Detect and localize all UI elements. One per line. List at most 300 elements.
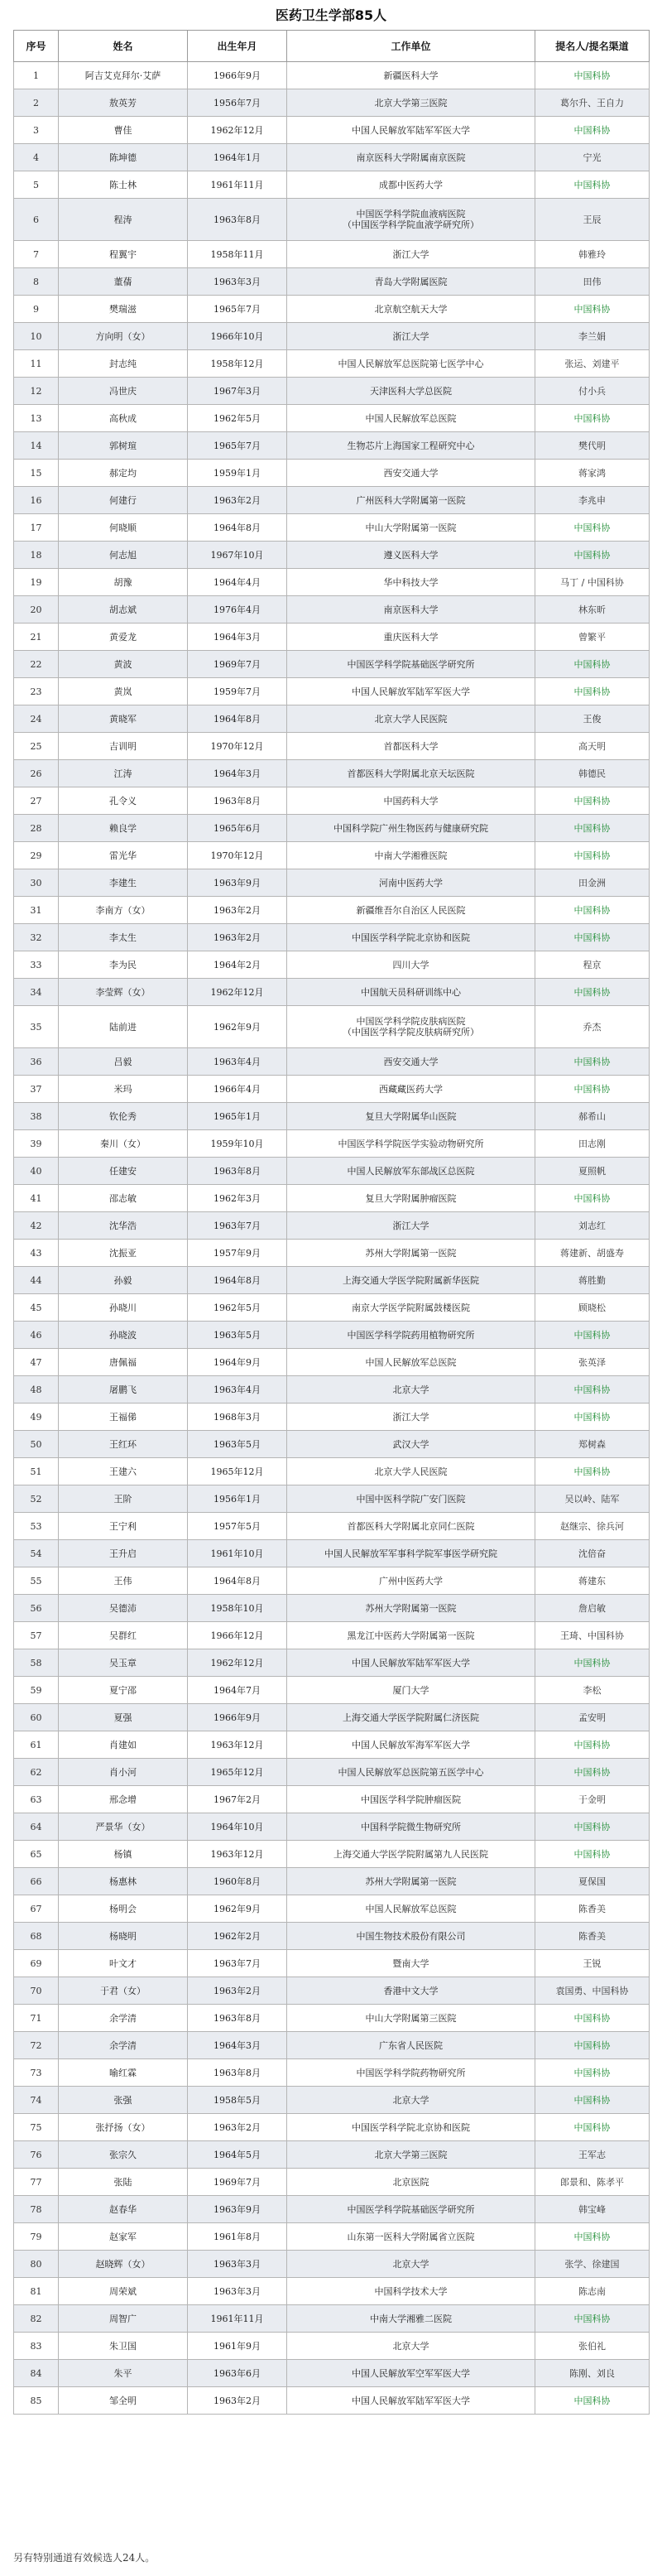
cell-seq: 12 bbox=[14, 378, 59, 405]
table-row bbox=[14, 89, 650, 117]
cell-name: 赵春华 bbox=[59, 2196, 188, 2223]
table-row bbox=[14, 542, 650, 569]
cell-nominator: 中国科协 bbox=[535, 1076, 650, 1103]
cell-name: 邹全明 bbox=[59, 2387, 188, 2415]
cell-birth: 1963年9月 bbox=[188, 2196, 287, 2223]
cell-seq: 53 bbox=[14, 1513, 59, 1540]
candidate-table bbox=[13, 30, 650, 2415]
cell-nominator: 中国科协 bbox=[535, 787, 650, 815]
table-row bbox=[14, 596, 650, 624]
cell-birth: 1961年9月 bbox=[188, 2333, 287, 2360]
table-row bbox=[14, 2141, 650, 2169]
cell-seq: 64 bbox=[14, 1813, 59, 1841]
cell-nominator: 夏照帆 bbox=[535, 1158, 650, 1185]
cell-affiliation: 中南大学湘雅二医院 bbox=[287, 2305, 535, 2333]
header-row bbox=[14, 31, 650, 62]
cell-birth: 1956年1月 bbox=[188, 1485, 287, 1513]
table-row bbox=[14, 1786, 650, 1813]
cell-name: 王伟 bbox=[59, 1567, 188, 1595]
cell-affiliation: 中国医学科学院血液病医院 （中国医学科学院血液学研究所） bbox=[287, 199, 535, 241]
table-row bbox=[14, 1704, 650, 1731]
cell-name: 杨晓明 bbox=[59, 1923, 188, 1950]
cell-nominator: 中国科协 bbox=[535, 405, 650, 432]
cell-affiliation: 广州中医药大学 bbox=[287, 1567, 535, 1595]
cell-affiliation: 重庆医科大学 bbox=[287, 624, 535, 651]
cell-nominator: 中国科协 bbox=[535, 2305, 650, 2333]
cell-affiliation: 河南中医药大学 bbox=[287, 869, 535, 897]
table-row bbox=[14, 2114, 650, 2141]
cell-birth: 1967年2月 bbox=[188, 1786, 287, 1813]
cell-nominator: 中国科协 bbox=[535, 1813, 650, 1841]
cell-seq: 71 bbox=[14, 2005, 59, 2032]
cell-affiliation: 北京大学 bbox=[287, 2333, 535, 2360]
table-row bbox=[14, 268, 650, 296]
cell-name: 朱平 bbox=[59, 2360, 188, 2387]
cell-affiliation: 中国人民解放军空军军医大学 bbox=[287, 2360, 535, 2387]
cell-name: 米玛 bbox=[59, 1076, 188, 1103]
cell-birth: 1963年7月 bbox=[188, 1212, 287, 1240]
cell-seq: 15 bbox=[14, 460, 59, 487]
cell-birth: 1964年9月 bbox=[188, 1349, 287, 1376]
cell-affiliation: 北京大学 bbox=[287, 2087, 535, 2114]
cell-nominator: 曾繁平 bbox=[535, 624, 650, 651]
cell-name: 吴德沛 bbox=[59, 1595, 188, 1622]
cell-name: 程涛 bbox=[59, 199, 188, 241]
cell-birth: 1963年6月 bbox=[188, 2360, 287, 2387]
cell-name: 郝定均 bbox=[59, 460, 188, 487]
cell-birth: 1957年5月 bbox=[188, 1513, 287, 1540]
cell-seq: 69 bbox=[14, 1950, 59, 1977]
cell-nominator: 马丁 / 中国科协 bbox=[535, 569, 650, 596]
table-row bbox=[14, 1240, 650, 1267]
cell-seq: 14 bbox=[14, 432, 59, 460]
cell-nominator: 中国科协 bbox=[535, 924, 650, 951]
cell-birth: 1964年1月 bbox=[188, 144, 287, 171]
cell-affiliation: 中国人民解放军海军军医大学 bbox=[287, 1731, 535, 1759]
table-row bbox=[14, 1895, 650, 1923]
table-row bbox=[14, 951, 650, 979]
cell-affiliation: 青岛大学附属医院 bbox=[287, 268, 535, 296]
cell-birth: 1963年9月 bbox=[188, 869, 287, 897]
cell-nominator: 中国科协 bbox=[535, 1185, 650, 1212]
table-row bbox=[14, 460, 650, 487]
cell-nominator: 陈香美 bbox=[535, 1923, 650, 1950]
cell-name: 孙晓波 bbox=[59, 1322, 188, 1349]
cell-seq: 81 bbox=[14, 2278, 59, 2305]
cell-birth: 1967年3月 bbox=[188, 378, 287, 405]
cell-nominator: 中国科协 bbox=[535, 542, 650, 569]
table-row bbox=[14, 1349, 650, 1376]
table-row bbox=[14, 1595, 650, 1622]
table-row bbox=[14, 487, 650, 514]
cell-birth: 1963年8月 bbox=[188, 2059, 287, 2087]
cell-seq: 13 bbox=[14, 405, 59, 432]
cell-nominator: 王辰 bbox=[535, 199, 650, 241]
cell-seq: 51 bbox=[14, 1458, 59, 1485]
table-row bbox=[14, 1540, 650, 1567]
cell-affiliation: 中山大学附属第三医院 bbox=[287, 2005, 535, 2032]
cell-seq: 67 bbox=[14, 1895, 59, 1923]
cell-seq: 55 bbox=[14, 1567, 59, 1595]
cell-seq: 1 bbox=[14, 62, 59, 89]
cell-nominator: 王锐 bbox=[535, 1950, 650, 1977]
table-row bbox=[14, 869, 650, 897]
cell-name: 敖英芳 bbox=[59, 89, 188, 117]
table-row bbox=[14, 1294, 650, 1322]
table-row bbox=[14, 1731, 650, 1759]
cell-name: 杨镇 bbox=[59, 1841, 188, 1868]
cell-name: 任建安 bbox=[59, 1158, 188, 1185]
cell-name: 沈振亚 bbox=[59, 1240, 188, 1267]
cell-nominator: 中国科协 bbox=[535, 678, 650, 705]
cell-name: 樊瑞滋 bbox=[59, 296, 188, 323]
cell-birth: 1964年5月 bbox=[188, 2141, 287, 2169]
cell-affiliation: 中国人民解放军陆军军医大学 bbox=[287, 117, 535, 144]
cell-name: 何晓顺 bbox=[59, 514, 188, 542]
table-row bbox=[14, 1567, 650, 1595]
cell-name: 张强 bbox=[59, 2087, 188, 2114]
cell-name: 胡豫 bbox=[59, 569, 188, 596]
table-row bbox=[14, 117, 650, 144]
cell-name: 王红环 bbox=[59, 1431, 188, 1458]
cell-affiliation: 中国医学科学院药用植物研究所 bbox=[287, 1322, 535, 1349]
cell-birth: 1961年11月 bbox=[188, 2305, 287, 2333]
cell-affiliation: 上海交通大学医学院附属新华医院 bbox=[287, 1267, 535, 1294]
cell-seq: 16 bbox=[14, 487, 59, 514]
cell-nominator: 沈倍奋 bbox=[535, 1540, 650, 1567]
table-row bbox=[14, 2059, 650, 2087]
cell-birth: 1970年12月 bbox=[188, 842, 287, 869]
cell-nominator: 中国科协 bbox=[535, 1048, 650, 1076]
cell-affiliation: 中国医学科学院皮肤病医院 （中国医学科学院皮肤病研究所） bbox=[287, 1006, 535, 1048]
table-row bbox=[14, 1103, 650, 1130]
cell-name: 张宗久 bbox=[59, 2141, 188, 2169]
cell-name: 肖小河 bbox=[59, 1759, 188, 1786]
cell-name: 赖良学 bbox=[59, 815, 188, 842]
cell-name: 杨明会 bbox=[59, 1895, 188, 1923]
cell-affiliation: 上海交通大学医学院附属第九人民医院 bbox=[287, 1841, 535, 1868]
cell-affiliation: 中国医学科学院基础医学研究所 bbox=[287, 651, 535, 678]
table-row bbox=[14, 569, 650, 596]
table-row bbox=[14, 624, 650, 651]
table-row bbox=[14, 1212, 650, 1240]
cell-nominator: 中国科协 bbox=[535, 842, 650, 869]
cell-affiliation: 暨南大学 bbox=[287, 1950, 535, 1977]
table-row bbox=[14, 1622, 650, 1649]
cell-nominator: 夏保国 bbox=[535, 1868, 650, 1895]
cell-seq: 80 bbox=[14, 2251, 59, 2278]
cell-nominator: 蒋建东 bbox=[535, 1567, 650, 1595]
cell-birth: 1963年5月 bbox=[188, 1431, 287, 1458]
cell-affiliation: 天津医科大学总医院 bbox=[287, 378, 535, 405]
cell-seq: 65 bbox=[14, 1841, 59, 1868]
table-row bbox=[14, 350, 650, 378]
cell-seq: 30 bbox=[14, 869, 59, 897]
table-row bbox=[14, 2305, 650, 2333]
cell-affiliation: 华中科技大学 bbox=[287, 569, 535, 596]
cell-seq: 49 bbox=[14, 1404, 59, 1431]
cell-birth: 1965年12月 bbox=[188, 1458, 287, 1485]
table-row bbox=[14, 842, 650, 869]
cell-affiliation: 北京大学 bbox=[287, 1376, 535, 1404]
cell-seq: 66 bbox=[14, 1868, 59, 1895]
cell-nominator: 刘志红 bbox=[535, 1212, 650, 1240]
cell-name: 吴玉章 bbox=[59, 1649, 188, 1677]
table-row bbox=[14, 678, 650, 705]
cell-affiliation: 南京医科大学附属南京医院 bbox=[287, 144, 535, 171]
cell-birth: 1963年2月 bbox=[188, 1977, 287, 2005]
cell-affiliation: 中国人民解放军总医院 bbox=[287, 1349, 535, 1376]
cell-seq: 38 bbox=[14, 1103, 59, 1130]
cell-name: 吕毅 bbox=[59, 1048, 188, 1076]
cell-birth: 1963年2月 bbox=[188, 2387, 287, 2415]
cell-nominator: 中国科协 bbox=[535, 1649, 650, 1677]
table-row bbox=[14, 2223, 650, 2251]
cell-name: 黄波 bbox=[59, 651, 188, 678]
cell-name: 孔令义 bbox=[59, 787, 188, 815]
cell-seq: 73 bbox=[14, 2059, 59, 2087]
cell-affiliation: 北京大学 bbox=[287, 2251, 535, 2278]
cell-seq: 35 bbox=[14, 1006, 59, 1048]
cell-birth: 1965年6月 bbox=[188, 815, 287, 842]
cell-nominator: 中国科协 bbox=[535, 979, 650, 1006]
cell-birth: 1962年2月 bbox=[188, 1923, 287, 1950]
cell-seq: 47 bbox=[14, 1349, 59, 1376]
cell-name: 沈华浩 bbox=[59, 1212, 188, 1240]
cell-nominator: 中国科协 bbox=[535, 117, 650, 144]
cell-name: 江涛 bbox=[59, 760, 188, 787]
cell-name: 钦伦秀 bbox=[59, 1103, 188, 1130]
cell-nominator: 中国科协 bbox=[535, 514, 650, 542]
cell-name: 李建生 bbox=[59, 869, 188, 897]
table-body bbox=[14, 62, 650, 2415]
cell-affiliation: 北京大学人民医院 bbox=[287, 1458, 535, 1485]
cell-birth: 1968年3月 bbox=[188, 1404, 287, 1431]
cell-nominator: 赵继宗、徐兵河 bbox=[535, 1513, 650, 1540]
cell-birth: 1965年12月 bbox=[188, 1759, 287, 1786]
cell-nominator: 王俊 bbox=[535, 705, 650, 733]
cell-affiliation: 中国人民解放军军事科学院军事医学研究院 bbox=[287, 1540, 535, 1567]
cell-name: 杨惠林 bbox=[59, 1868, 188, 1895]
cell-seq: 56 bbox=[14, 1595, 59, 1622]
cell-nominator: 陈刚、刘良 bbox=[535, 2360, 650, 2387]
cell-affiliation: 北京大学第三医院 bbox=[287, 2141, 535, 2169]
table-row bbox=[14, 2251, 650, 2278]
table-row bbox=[14, 787, 650, 815]
cell-affiliation: 中国人民解放军总医院 bbox=[287, 1895, 535, 1923]
cell-name: 周荣斌 bbox=[59, 2278, 188, 2305]
cell-seq: 63 bbox=[14, 1786, 59, 1813]
cell-affiliation: 北京大学第三医院 bbox=[287, 89, 535, 117]
cell-nominator: 中国科协 bbox=[535, 2059, 650, 2087]
cell-nominator: 韩宝峰 bbox=[535, 2196, 650, 2223]
cell-birth: 1964年10月 bbox=[188, 1813, 287, 1841]
cell-nominator: 中国科协 bbox=[535, 2005, 650, 2032]
cell-seq: 29 bbox=[14, 842, 59, 869]
cell-seq: 23 bbox=[14, 678, 59, 705]
cell-birth: 1960年8月 bbox=[188, 1868, 287, 1895]
cell-affiliation: 南京大学医学院附属鼓楼医院 bbox=[287, 1294, 535, 1322]
cell-seq: 52 bbox=[14, 1485, 59, 1513]
cell-nominator: 程京 bbox=[535, 951, 650, 979]
cell-nominator: 中国科协 bbox=[535, 1841, 650, 1868]
cell-name: 李莹辉（女） bbox=[59, 979, 188, 1006]
cell-birth: 1962年12月 bbox=[188, 979, 287, 1006]
cell-seq: 85 bbox=[14, 2387, 59, 2415]
cell-name: 吴群红 bbox=[59, 1622, 188, 1649]
cell-affiliation: 武汉大学 bbox=[287, 1431, 535, 1458]
cell-name: 冯世庆 bbox=[59, 378, 188, 405]
cell-birth: 1965年7月 bbox=[188, 432, 287, 460]
cell-name: 李太生 bbox=[59, 924, 188, 951]
cell-affiliation: 中国人民解放军陆军军医大学 bbox=[287, 2387, 535, 2415]
table-row bbox=[14, 1649, 650, 1677]
table-row bbox=[14, 1158, 650, 1185]
table-row bbox=[14, 1977, 650, 2005]
cell-nominator: 林东昕 bbox=[535, 596, 650, 624]
cell-affiliation: 厦门大学 bbox=[287, 1677, 535, 1704]
cell-name: 张抒扬（女） bbox=[59, 2114, 188, 2141]
cell-seq: 25 bbox=[14, 733, 59, 760]
cell-affiliation: 成都中医药大学 bbox=[287, 171, 535, 199]
cell-name: 叶文才 bbox=[59, 1950, 188, 1977]
cell-nominator: 郑树森 bbox=[535, 1431, 650, 1458]
cell-birth: 1963年8月 bbox=[188, 1158, 287, 1185]
table-row bbox=[14, 1404, 650, 1431]
cell-seq: 72 bbox=[14, 2032, 59, 2059]
cell-affiliation: 新疆维吾尔自治区人民医院 bbox=[287, 897, 535, 924]
cell-affiliation: 复旦大学附属华山医院 bbox=[287, 1103, 535, 1130]
cell-nominator: 李兰娟 bbox=[535, 323, 650, 350]
cell-nominator: 郝希山 bbox=[535, 1103, 650, 1130]
cell-affiliation: 中国航天员科研训练中心 bbox=[287, 979, 535, 1006]
cell-seq: 60 bbox=[14, 1704, 59, 1731]
cell-name: 黄爱龙 bbox=[59, 624, 188, 651]
cell-name: 陆前进 bbox=[59, 1006, 188, 1048]
cell-birth: 1969年7月 bbox=[188, 651, 287, 678]
cell-affiliation: 南京医科大学 bbox=[287, 596, 535, 624]
cell-name: 夏强 bbox=[59, 1704, 188, 1731]
cell-name: 封志纯 bbox=[59, 350, 188, 378]
cell-birth: 1956年7月 bbox=[188, 89, 287, 117]
table-row bbox=[14, 979, 650, 1006]
cell-name: 何志旭 bbox=[59, 542, 188, 569]
cell-seq: 43 bbox=[14, 1240, 59, 1267]
cell-affiliation: 遵义医科大学 bbox=[287, 542, 535, 569]
cell-affiliation: 香港中文大学 bbox=[287, 1977, 535, 2005]
cell-affiliation: 中国医学科学院药物研究所 bbox=[287, 2059, 535, 2087]
cell-name: 何建行 bbox=[59, 487, 188, 514]
cell-birth: 1962年5月 bbox=[188, 405, 287, 432]
cell-affiliation: 山东第一医科大学附属省立医院 bbox=[287, 2223, 535, 2251]
cell-birth: 1966年9月 bbox=[188, 1704, 287, 1731]
cell-nominator: 中国科协 bbox=[535, 2387, 650, 2415]
cell-nominator: 中国科协 bbox=[535, 1376, 650, 1404]
cell-birth: 1966年4月 bbox=[188, 1076, 287, 1103]
table-row bbox=[14, 199, 650, 241]
cell-nominator: 田金洲 bbox=[535, 869, 650, 897]
cell-seq: 27 bbox=[14, 787, 59, 815]
cell-nominator: 中国科协 bbox=[535, 2114, 650, 2141]
table-row bbox=[14, 2032, 650, 2059]
cell-affiliation: 首都医科大学附属北京同仁医院 bbox=[287, 1513, 535, 1540]
cell-birth: 1963年3月 bbox=[188, 268, 287, 296]
cell-nominator: 于金明 bbox=[535, 1786, 650, 1813]
cell-nominator: 中国科协 bbox=[535, 1458, 650, 1485]
cell-name: 黄岚 bbox=[59, 678, 188, 705]
cell-affiliation: 中南大学湘雅医院 bbox=[287, 842, 535, 869]
cell-seq: 24 bbox=[14, 705, 59, 733]
cell-nominator: 中国科协 bbox=[535, 1322, 650, 1349]
cell-nominator: 付小兵 bbox=[535, 378, 650, 405]
table-row bbox=[14, 1376, 650, 1404]
table-row bbox=[14, 62, 650, 89]
cell-birth: 1966年9月 bbox=[188, 62, 287, 89]
cell-seq: 19 bbox=[14, 569, 59, 596]
cell-affiliation: 新疆医科大学 bbox=[287, 62, 535, 89]
cell-affiliation: 中国科学院微生物研究所 bbox=[287, 1813, 535, 1841]
cell-seq: 31 bbox=[14, 897, 59, 924]
cell-affiliation: 中国人民解放军陆军军医大学 bbox=[287, 1649, 535, 1677]
cell-birth: 1963年12月 bbox=[188, 1841, 287, 1868]
cell-seq: 76 bbox=[14, 2141, 59, 2169]
cell-name: 屠鹏飞 bbox=[59, 1376, 188, 1404]
cell-seq: 42 bbox=[14, 1212, 59, 1240]
cell-nominator: 王琦、中国科协 bbox=[535, 1622, 650, 1649]
cell-name: 董蒨 bbox=[59, 268, 188, 296]
table-row bbox=[14, 705, 650, 733]
cell-nominator: 顾晓松 bbox=[535, 1294, 650, 1322]
cell-nominator: 张运、刘建平 bbox=[535, 350, 650, 378]
table-row bbox=[14, 1076, 650, 1103]
cell-affiliation: 西安交通大学 bbox=[287, 1048, 535, 1076]
cell-name: 陈士林 bbox=[59, 171, 188, 199]
cell-seq: 75 bbox=[14, 2114, 59, 2141]
cell-nominator: 蒋建新、胡盛寿 bbox=[535, 1240, 650, 1267]
cell-affiliation: 中国医学科学院北京协和医院 bbox=[287, 2114, 535, 2141]
cell-affiliation: 中国医学科学院基础医学研究所 bbox=[287, 2196, 535, 2223]
table-row bbox=[14, 1322, 650, 1349]
cell-name: 周智广 bbox=[59, 2305, 188, 2333]
cell-birth: 1963年7月 bbox=[188, 1950, 287, 1977]
cell-name: 高秋成 bbox=[59, 405, 188, 432]
cell-birth: 1963年8月 bbox=[188, 199, 287, 241]
cell-birth: 1964年8月 bbox=[188, 1567, 287, 1595]
cell-name: 郭树瑄 bbox=[59, 432, 188, 460]
cell-seq: 68 bbox=[14, 1923, 59, 1950]
cell-seq: 28 bbox=[14, 815, 59, 842]
cell-seq: 7 bbox=[14, 241, 59, 268]
cell-affiliation: 首都医科大学 bbox=[287, 733, 535, 760]
cell-birth: 1962年5月 bbox=[188, 1294, 287, 1322]
cell-name: 赵家军 bbox=[59, 2223, 188, 2251]
cell-seq: 26 bbox=[14, 760, 59, 787]
cell-affiliation: 浙江大学 bbox=[287, 1404, 535, 1431]
cell-birth: 1958年12月 bbox=[188, 350, 287, 378]
table-row bbox=[14, 1813, 650, 1841]
cell-nominator: 张伯礼 bbox=[535, 2333, 650, 2360]
cell-birth: 1963年8月 bbox=[188, 787, 287, 815]
table-row bbox=[14, 1513, 650, 1540]
cell-affiliation: 四川大学 bbox=[287, 951, 535, 979]
cell-seq: 50 bbox=[14, 1431, 59, 1458]
cell-nominator: 吴以岭、陆军 bbox=[535, 1485, 650, 1513]
table-row bbox=[14, 651, 650, 678]
table-row bbox=[14, 1006, 650, 1048]
cell-nominator: 韩德民 bbox=[535, 760, 650, 787]
footnote: 另有特别通道有效候选人24人。 bbox=[13, 2552, 156, 2564]
cell-nominator: 孟安明 bbox=[535, 1704, 650, 1731]
